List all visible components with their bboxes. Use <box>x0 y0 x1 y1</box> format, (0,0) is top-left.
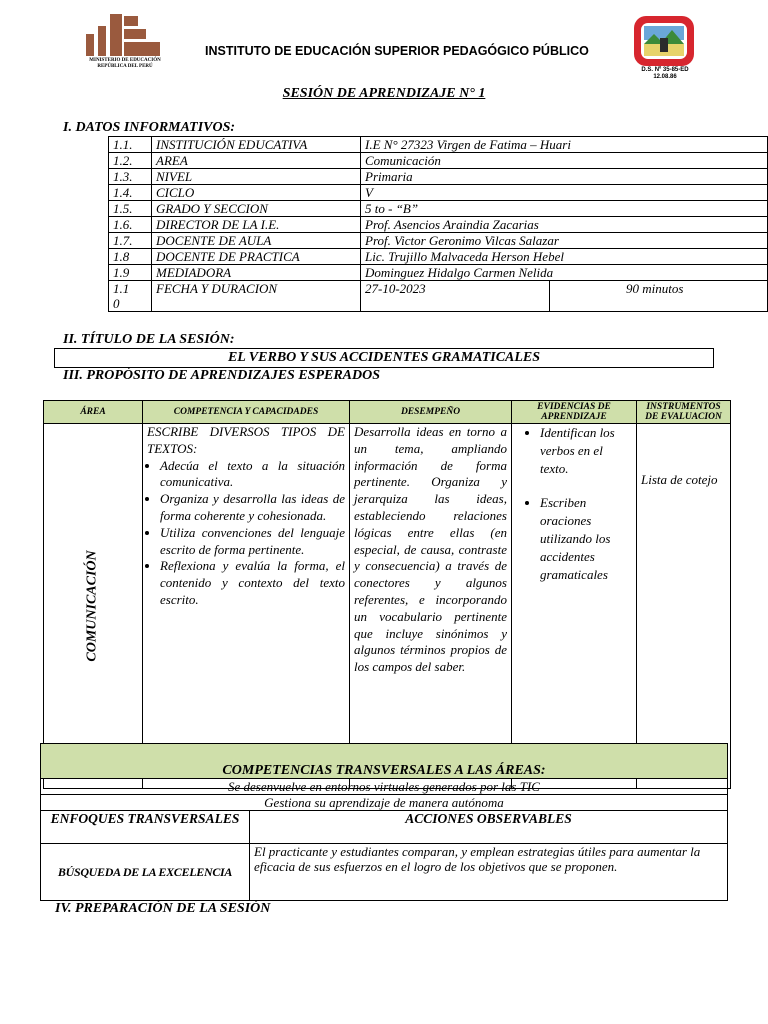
datos-row <box>109 137 768 153</box>
transversal-row <box>41 795 728 811</box>
datos-row <box>109 153 768 169</box>
header-competencia: COMPETENCIA Y CAPACIDADES <box>143 401 350 424</box>
session-title: SESIÓN DE APRENDIZAJE N° 1 <box>282 86 486 101</box>
row-number: 1.2. <box>109 153 152 169</box>
instrumento-cell <box>637 424 731 789</box>
header-area: ÁREA <box>44 401 143 424</box>
transversales-heading: COMPETENCIAS TRANSVERSALES A LAS ÁREAS: <box>41 744 728 779</box>
transversal-row <box>41 779 728 795</box>
datos-row <box>109 185 768 201</box>
capacidad-item: • Utiliza convenciones del lenguaje escrito de forma pertinente. <box>160 525 345 559</box>
row-number: 1.4. <box>109 185 152 201</box>
capacidad-item: • Reflexiona y evalúa la forma, el contenido y contexto del texto escrito. <box>160 558 345 608</box>
enfoque-row <box>41 844 728 901</box>
row-number: 1.5. <box>109 201 152 217</box>
capacidades-list <box>147 458 345 609</box>
row-label: FECHA Y DURACION <box>152 281 361 312</box>
row-label: DIRECTOR DE LA I.E. <box>152 217 361 233</box>
datos-row <box>109 233 768 249</box>
datos-row <box>109 265 768 281</box>
datos-row-fecha <box>109 281 768 312</box>
evidencia-item: • Identifican los verbos en el texto. <box>540 424 632 478</box>
row-value: Primaria <box>361 169 768 185</box>
row-value: Lic. Trujillo Malvaceda Herson Hebel <box>361 249 768 265</box>
datos-informativos-table <box>108 136 768 312</box>
row-label: CICLO <box>152 185 361 201</box>
row-value: Comunicación <box>361 153 768 169</box>
datos-row <box>109 217 768 233</box>
crest-caption: D.S. Nº 35-85-ED 12.08.86 <box>641 67 689 80</box>
area-label: COMUNICACIÓN <box>84 550 100 662</box>
datos-row <box>109 201 768 217</box>
ministry-caption: MINISTERIO DE EDUCACIÓN REPÚBLICA DEL PERÚ <box>89 58 161 69</box>
institute-crest <box>632 14 696 68</box>
competencia-cell <box>143 424 350 789</box>
row-number: 1.1 0 <box>109 281 152 312</box>
row-number: 1.1. <box>109 137 152 153</box>
evidencias-list <box>516 424 632 584</box>
session-topic-title: EL VERBO Y SUS ACCIDENTES GRAMATICALES <box>54 348 714 368</box>
proposito-header-row <box>44 401 731 424</box>
row-value: I.E N° 27323 Virgen de Fatima – Huari <box>361 137 768 153</box>
transversales-header-row <box>41 744 728 779</box>
row-label: MEDIADORA <box>152 265 361 281</box>
row-value: Prof. Victor Geronimo Vilcas Salazar <box>361 233 768 249</box>
evidencias-cell <box>512 424 637 789</box>
desempeno-cell: Desarrolla ideas en torno a un tema, ampliando información de forma pertinente. Organiza y jerarquiza las ideas, estableciendo relaciones lógicas entre ellas (en especial, de causa, contraste y consecuencia) a través de conectores y algunos referentes, e incorporando un vocabulario pertinente que incluye sinónimos y algunos términos propios de los campos del saber. <box>350 424 512 789</box>
evidencia-item: • Escriben oraciones utilizando los accidentes gramaticales <box>540 494 632 584</box>
row-value: V <box>361 185 768 201</box>
institute-name: INSTITUTO DE EDUCACIÓN SUPERIOR PEDAGÓGICO PÚBLICO <box>205 44 589 58</box>
row-label: DOCENTE DE PRACTICA <box>152 249 361 265</box>
datos-row <box>109 169 768 185</box>
transversal-item: Gestiona su aprendizaje de manera autónoma <box>41 795 728 811</box>
row-value: 5 to - “B” <box>361 201 768 217</box>
fecha-value: 27-10-2023 <box>361 281 550 312</box>
section-proposito-heading: III. PROPÓSITO DE APRENDIZAJES ESPERADOS <box>63 368 381 383</box>
proposito-body-row <box>44 424 731 789</box>
row-label: DOCENTE DE AULA <box>152 233 361 249</box>
row-value: Prof. Asencios Araindia Zacarias <box>361 217 768 233</box>
header-desempeno: DESEMPEÑO <box>350 401 512 424</box>
duracion-value: 90 minutos <box>550 281 768 312</box>
row-number: 1.9 <box>109 265 152 281</box>
accion-value: El practicante y estudiantes comparan, y emplean estrategias útiles para aumentar la eficacia de sus esfuerzos en el logro de los objetivos que se proponen. <box>250 844 728 901</box>
capacidad-item: • Organiza y desarrolla las ideas de forma coherente y cohesionada. <box>160 491 345 525</box>
header-evidencias: EVIDENCIAS DE APRENDIZAJE <box>512 401 637 424</box>
row-label: NIVEL <box>152 169 361 185</box>
row-label: GRADO Y SECCION <box>152 201 361 217</box>
capacidad-item: • Adecúa el texto a la situación comunicativa. <box>160 458 345 492</box>
row-label: INSTITUCIÓN EDUCATIVA <box>152 137 361 153</box>
transversales-table <box>40 743 728 901</box>
enfoques-header-row <box>41 811 728 844</box>
row-number: 1.7. <box>109 233 152 249</box>
row-number: 1.6. <box>109 217 152 233</box>
acciones-header: ACCIONES OBSERVABLES <box>250 811 728 844</box>
instrumento-value: Lista de cotejo <box>641 472 718 487</box>
section-datos-heading: I. DATOS INFORMATIVOS: <box>63 120 236 135</box>
row-number: 1.8 <box>109 249 152 265</box>
proposito-table <box>43 400 731 789</box>
section-preparacion-heading: IV. PREPARACIÓN DE LA SESIÓN <box>55 901 271 916</box>
enfoques-header: ENFOQUES TRANSVERSALES <box>41 811 250 844</box>
header-instrumentos: INSTRUMENTOS DE EVALUACION <box>637 401 731 424</box>
row-number: 1.3. <box>109 169 152 185</box>
section-titulo-heading: II. TÍTULO DE LA SESIÓN: <box>63 332 235 347</box>
enfoque-value: BÚSQUEDA DE LA EXCELENCIA <box>41 844 250 901</box>
row-value: Dominguez Hidalgo Carmen Nelida <box>361 265 768 281</box>
competencia-title: ESCRIBE DIVERSOS TIPOS DE TEXTOS: <box>147 424 345 456</box>
row-label: AREA <box>152 153 361 169</box>
transversal-item: Se desenvuelve en entornos virtuales generados por las TIC <box>41 779 728 795</box>
area-cell <box>44 424 143 789</box>
datos-row <box>109 249 768 265</box>
